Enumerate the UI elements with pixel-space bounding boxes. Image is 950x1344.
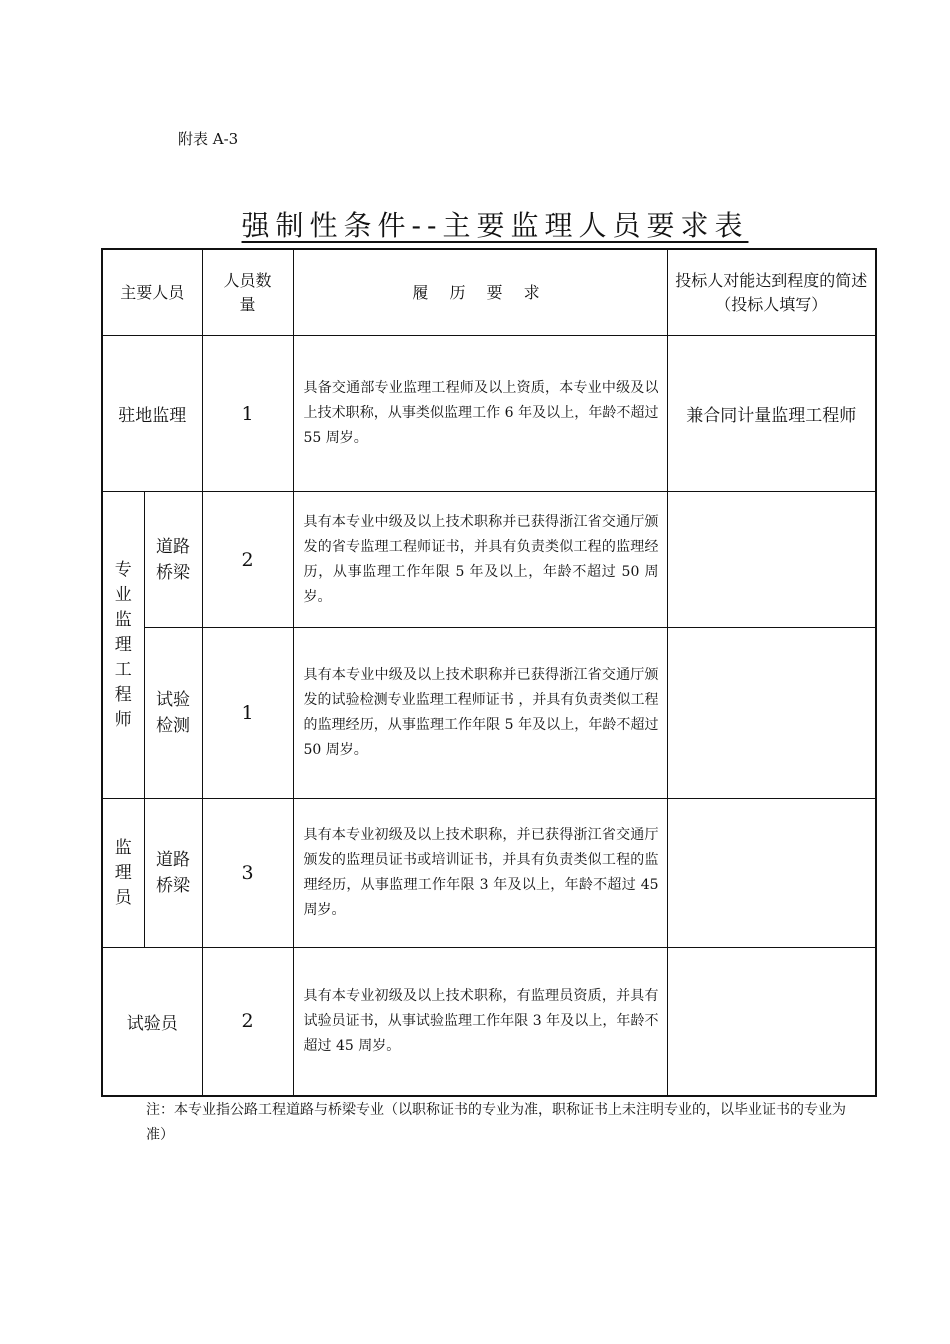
personnel-count: 1 (202, 628, 293, 799)
group-label-char: 师 (114, 709, 132, 730)
group-label-char: 专 (114, 559, 132, 580)
header-count (202, 249, 293, 336)
personnel-count: 1 (202, 336, 293, 492)
requirement-text: 具有本专业初级及以上技术职称，有监理员资质，并具有试验员证书，从事试验监理工作年限 3 年及以上，年龄不超过 45 周岁。 (293, 948, 667, 1096)
annex-label: 附表 A-3 (178, 130, 239, 148)
personnel-name: 驻地监理 (102, 336, 202, 492)
table-row (102, 492, 876, 628)
description-text (667, 799, 876, 948)
table-row (102, 628, 876, 799)
group-label (103, 836, 144, 911)
sub-category (144, 628, 202, 799)
group-label-char: 程 (114, 684, 132, 705)
requirement-text: 具有本专业中级及以上技术职称并已获得浙江省交通厅颁发的省专监理工程师证书，并具有负责类似工程的监理经历，从事监理工作年限 5 年及以上，年龄不超过 50 周岁。 (293, 492, 667, 628)
group-label-char: 工 (114, 659, 132, 680)
description-text: 兼合同计量监理工程师 (667, 336, 876, 492)
sub-category-text: 道路桥梁 (156, 536, 190, 583)
description-text (667, 492, 876, 628)
requirement-text: 具备交通部专业监理工程师及以上资质，本专业中级及以上技术职称，从事类似监理工作 6 年及以上，年龄不超过 55 周岁。 (293, 336, 667, 492)
group-label (103, 558, 144, 733)
sub-category-text: 试验检测 (156, 690, 190, 736)
header-requirements: 履 历 要 求 (293, 249, 667, 336)
group-label-char: 理 (114, 634, 132, 655)
sub-category-text: 道路桥梁 (156, 850, 190, 896)
group-specialist-engineer (102, 492, 144, 799)
personnel-count: 3 (202, 799, 293, 948)
group-label-char: 监 (114, 837, 132, 858)
group-label-char: 员 (114, 887, 132, 908)
footnote: 注：本专业指公路工程道路与桥梁专业（以职称证书的专业为准，职称证书上未注明专业的，以毕业证书的专业为准） (146, 1102, 846, 1143)
requirement-text: 具有本专业中级及以上技术职称并已获得浙江省交通厅颁发的试验检测专业监理工程师证书 ，并具有负责类似工程的监理经历，从事监理工作年限 5 年及以上，年龄不超过 50 周岁。 (293, 628, 667, 799)
group-supervisor (102, 799, 144, 948)
header-description (667, 249, 876, 336)
description-text (667, 948, 876, 1096)
description-text (667, 628, 876, 799)
personnel-count: 2 (202, 492, 293, 628)
group-label-char: 监 (114, 609, 132, 630)
personnel-count: 2 (202, 948, 293, 1096)
group-label-char: 理 (114, 862, 132, 883)
header-count-text: 人员数量 (223, 270, 272, 314)
requirements-table (101, 248, 877, 1097)
header-row (102, 249, 876, 336)
requirement-text: 具有本专业初级及以上技术职称，并已获得浙江省交通厅颁发的监理员证书或培训证书，并具有负责类似工程的监理经历，从事监理工作年限 3 年及以上，年龄不超过 45 周岁。 (293, 799, 667, 948)
group-label-char: 业 (114, 584, 132, 605)
table-row (102, 948, 876, 1096)
sub-category (144, 492, 202, 628)
table-row (102, 336, 876, 492)
page-title: 强制性条件--主要监理人员要求表 (241, 209, 749, 242)
sub-category (144, 799, 202, 948)
header-description-text: 投标人对能达到程度的简述（投标人填写） (675, 270, 868, 314)
header-personnel: 主要人员 (102, 249, 202, 336)
personnel-name: 试验员 (102, 948, 202, 1096)
table-row (102, 799, 876, 948)
